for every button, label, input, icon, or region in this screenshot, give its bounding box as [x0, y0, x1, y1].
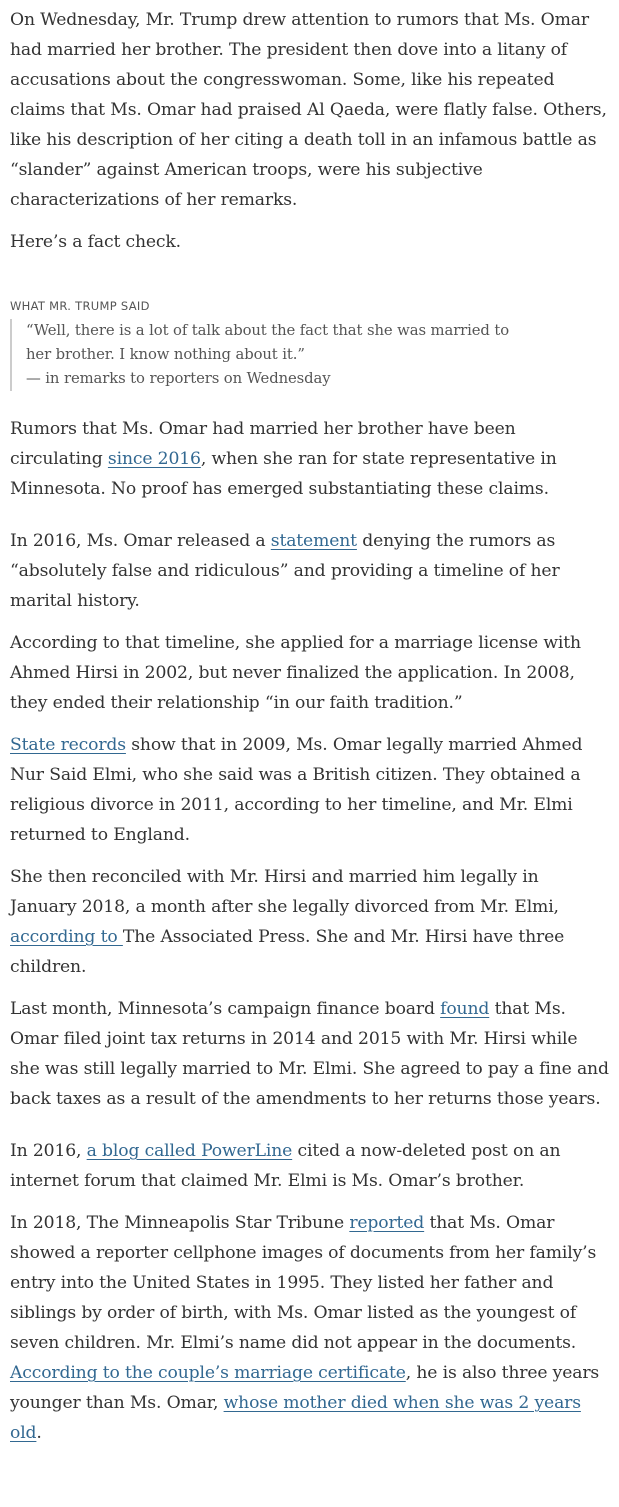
- link-statement[interactable]: statement: [270, 531, 357, 551]
- paragraph-text: cited a now-deleted post on an internet forum that claimed Mr. Elmi is Ms. Omar’s brother.: [10, 1141, 561, 1191]
- paragraph-state-records: [10, 730, 609, 850]
- paragraph-text: In 2018, The Minneapolis Star Tribune: [10, 1213, 350, 1233]
- link-marriage-certificate[interactable]: According to the couple’s marriage certificate: [10, 1363, 406, 1383]
- link-reported[interactable]: reported: [349, 1213, 425, 1233]
- paragraph-intro: [10, 5, 609, 215]
- quote-box: [10, 319, 609, 391]
- paragraph-text: Rumors that Ms. Omar had married her brother have been circulating: [10, 419, 516, 469]
- article-body: [0, 5, 619, 1448]
- paragraph-text: , he is also three years younger than Ms. Omar,: [10, 1363, 600, 1413]
- paragraph-text: The Associated Press. She and Mr. Hirsi have three children.: [10, 927, 565, 977]
- paragraph-text: that Ms. Omar filed joint tax returns in 2014 and 2015 with Mr. Hirsi while she was still legally married to Mr. Elmi. She agreed to pay a fine and back taxes as a result of the amendments to her returns those years.: [10, 999, 609, 1109]
- paragraph-text: denying the rumors as “absolutely false and ridiculous” and providing a timeline of her marital history.: [10, 531, 560, 611]
- link-found[interactable]: found: [440, 999, 490, 1019]
- paragraph-campaign-finance: [10, 994, 609, 1114]
- paragraph-text: She then reconciled with Mr. Hirsi and married him legally in January 2018, a month after she legally divorced from Mr. Elmi,: [10, 867, 559, 917]
- paragraph-rumors: [10, 414, 609, 504]
- paragraph-text: In 2016,: [10, 1141, 87, 1161]
- quote-line-1: “Well, there is a lot of talk about the fact that she was married to: [26, 322, 510, 339]
- paragraph-text: .: [36, 1423, 42, 1443]
- paragraph-text: According to that timeline, she applied for a marriage license with Ahmed Hirsi in 2002, but never finalized the application. In 2008, they ended their relationship “in our faith tradition.”: [10, 633, 581, 713]
- quote-line-2: her brother. I know nothing about it.”: [26, 346, 305, 363]
- paragraph-text: show that in 2009, Ms. Omar legally married Ahmed Nur Said Elmi, who she said was a British citizen. They obtained a religious divorce in 2011, according to her timeline, and Mr. Elmi returned to England.: [10, 735, 583, 845]
- link-since-2016[interactable]: since 2016: [107, 449, 201, 469]
- link-powerline-blog[interactable]: a blog called PowerLine: [86, 1141, 293, 1161]
- link-according-to[interactable]: according to: [10, 927, 123, 947]
- link-state-records[interactable]: State records: [10, 735, 126, 755]
- quote-label: WHAT MR. TRUMP SAID: [10, 299, 150, 313]
- paragraph-powerline: [10, 1136, 609, 1196]
- paragraph-text: , when she ran for state representative in Minnesota. No proof has emerged substantiating these claims.: [10, 449, 557, 499]
- paragraph-text: In 2016, Ms. Omar released a: [10, 531, 271, 551]
- paragraph-reconciled: [10, 862, 609, 982]
- paragraph-fact-check-intro: [10, 227, 609, 257]
- paragraph-text: that Ms. Omar showed a reporter cellphone images of documents from her family’s entry into the United States in 1995. They listed her father and siblings by order of birth, with Ms. Omar listed as the youngest of seven children. Mr. Elmi’s name did not appear in the documents.: [10, 1213, 597, 1353]
- paragraph-text: Here’s a fact check.: [10, 232, 181, 252]
- paragraph-statement: [10, 526, 609, 616]
- paragraph-text: Last month, Minnesota’s campaign finance board: [10, 999, 441, 1019]
- paragraph-text: On Wednesday, Mr. Trump drew attention to rumors that Ms. Omar had married her brother. The president then dove into a litany of accusations about the congresswoman. Some, like his repeated claims that Ms. Omar had praised Al Qaeda, were flatly false. Others, like his description of her citing a death toll in an infamous battle as “slander” against American troops, were his subjective characterizations of her remarks.: [10, 10, 607, 210]
- quote-source: — in remarks to reporters on Wednesday: [26, 370, 331, 387]
- link-mother-died[interactable]: whose mother died when she was 2 years old: [10, 1393, 581, 1443]
- paragraph-star-tribune: [10, 1208, 609, 1448]
- paragraph-timeline: [10, 628, 609, 718]
- quote-block: [10, 299, 609, 391]
